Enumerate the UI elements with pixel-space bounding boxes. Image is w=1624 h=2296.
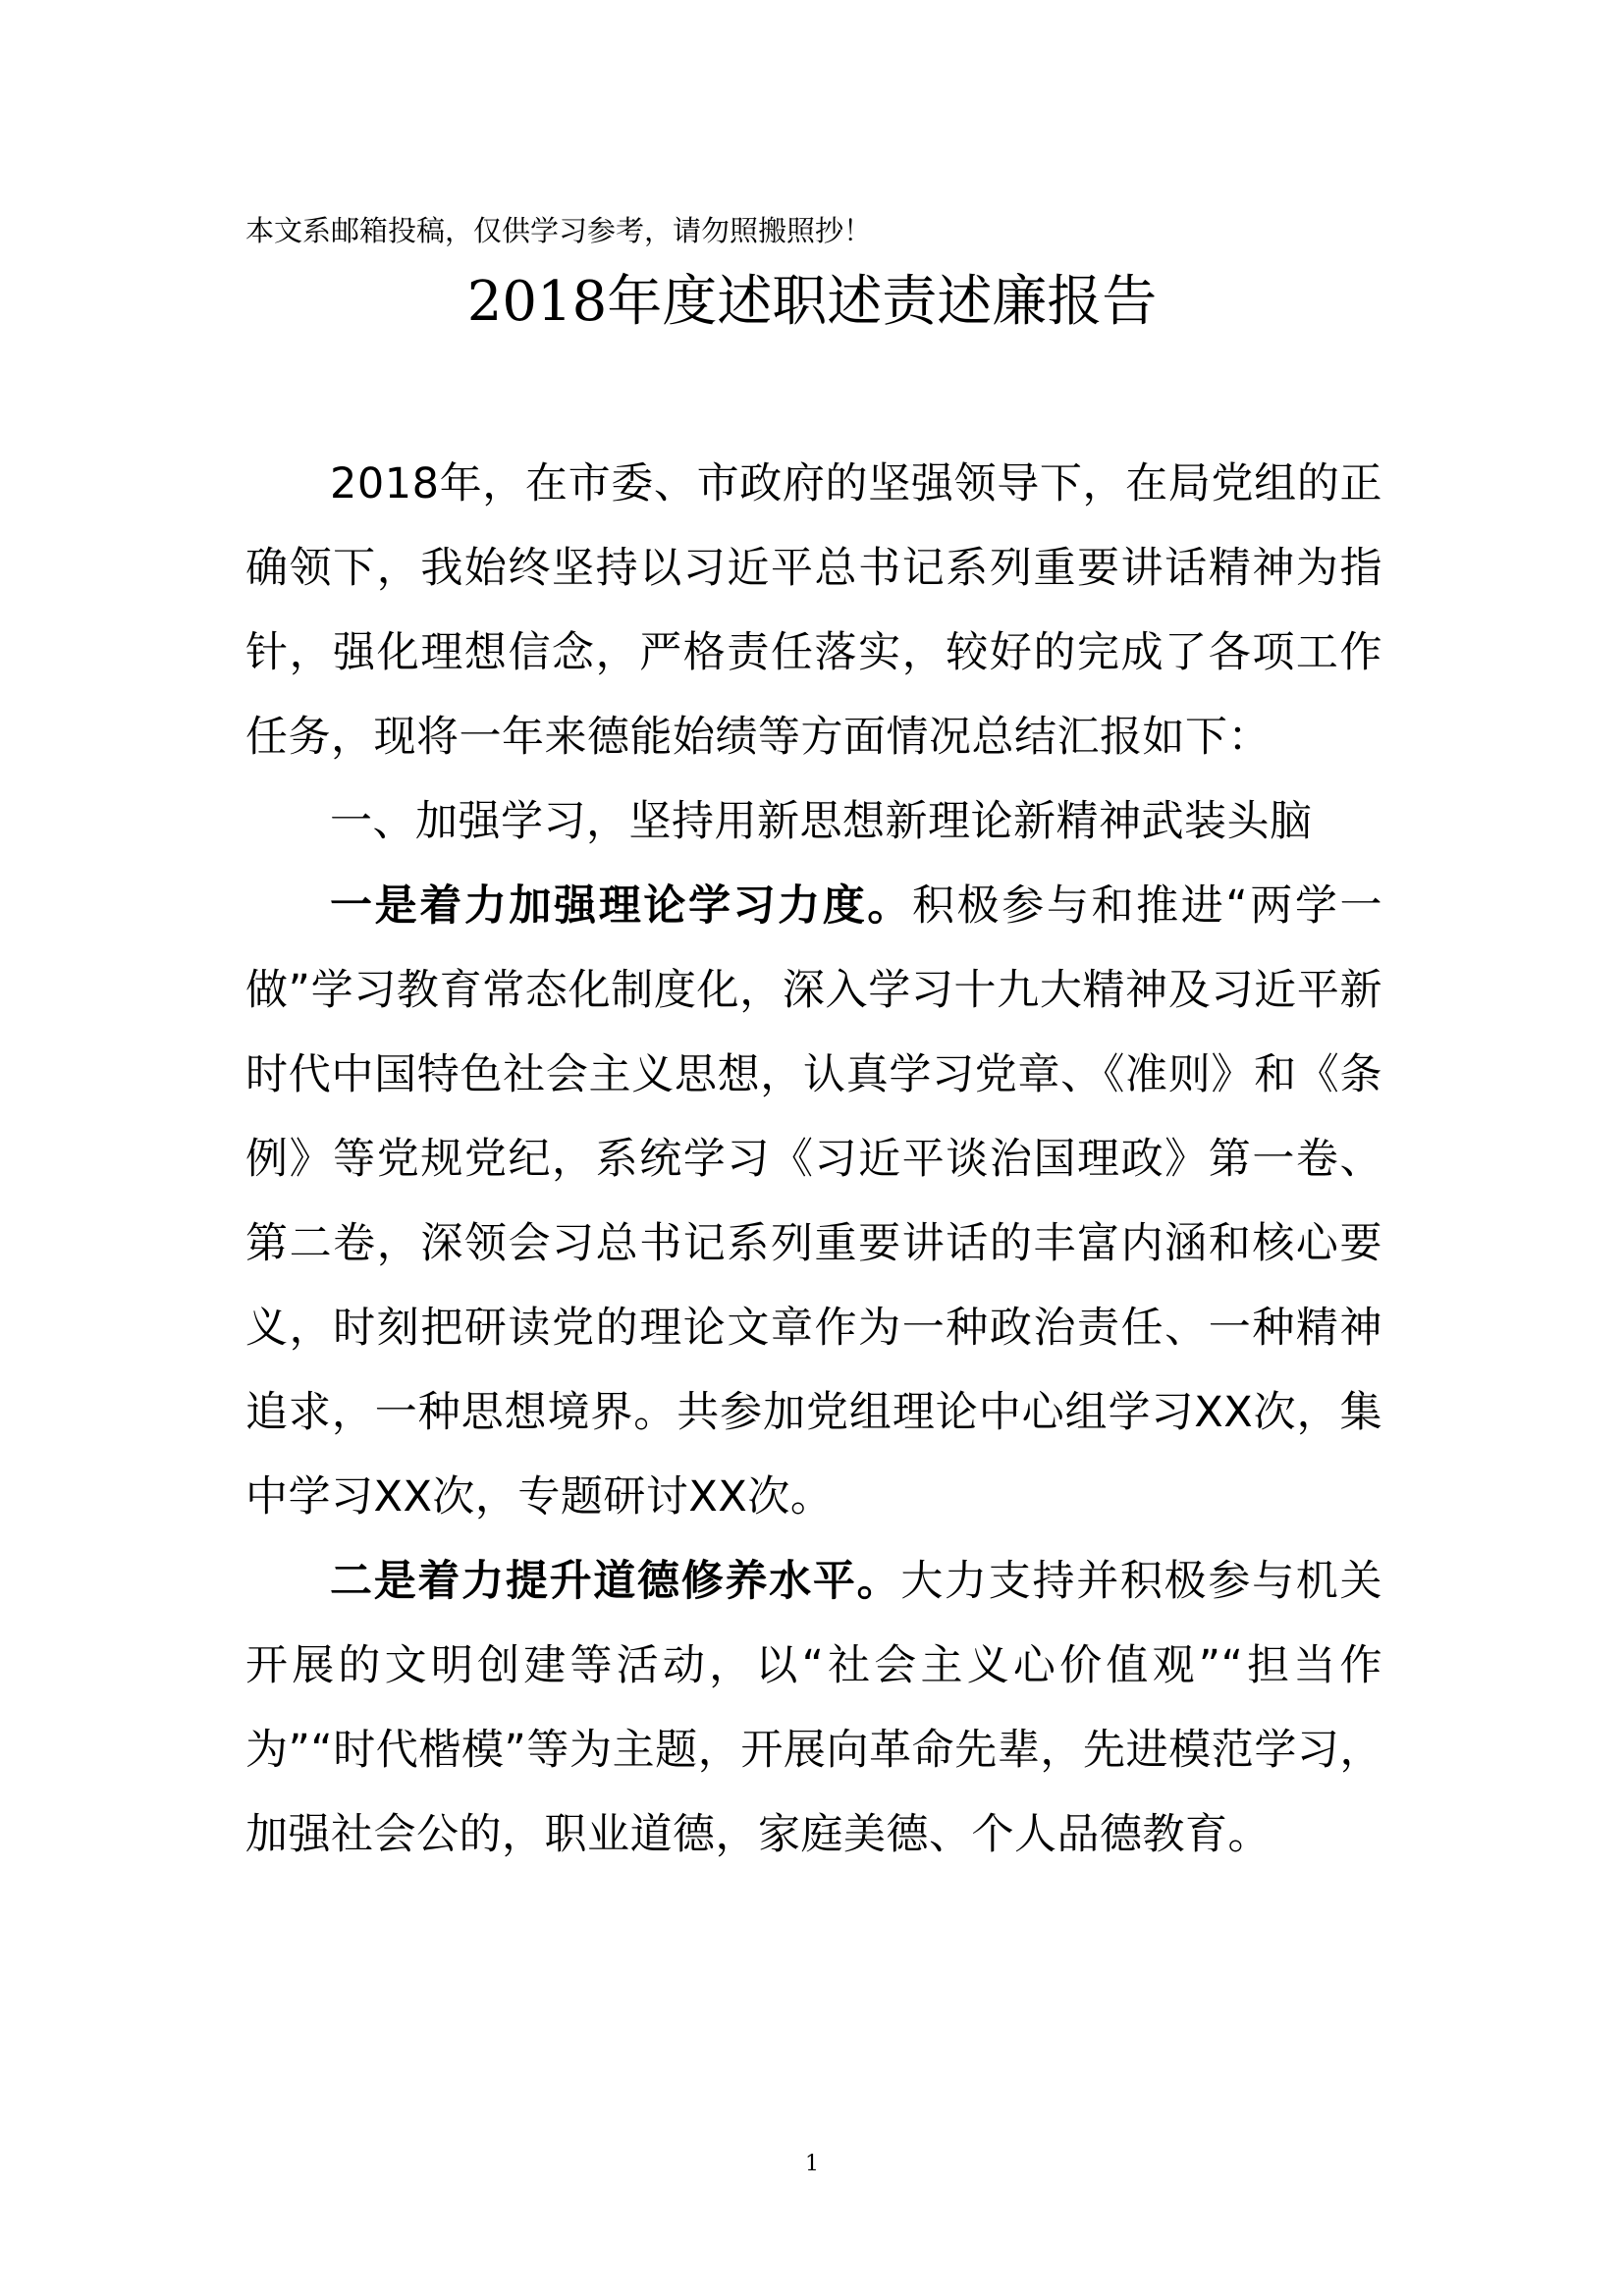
paragraph-lead: 一是着力加强理论学习力度。 — [330, 881, 913, 931]
section-heading-1 — [245, 779, 1382, 864]
paragraph-moral-cultivation — [245, 1539, 1382, 1877]
paragraph-text: 大力支持并积极参与机关开展的文明创建等活动，以“社会主义心价值观”“担当作为”“时代楷模”等为主题，开展向革命先辈，先进模范学习，加强社会公的，职业道德，家庭美德、个人品德教育。 — [245, 1557, 1383, 1859]
report-title: 2018年度述职述责述廉报告 — [466, 270, 1158, 334]
intro-paragraph — [245, 442, 1382, 779]
paragraph-theory-study — [245, 864, 1382, 1539]
paragraph-text: 积极参与和推进“两学一做”学习教育常态化制度化，深入学习十九大精神及习近平新时代中国特色社会主义思想，认真学习党章、《准则》和《条例》等党规党纪，系统学习《习近平谈治国理政》第一卷、第二卷，深领会习总书记系列重要讲话的丰富内涵和核心要义，时刻把研读党的理论文章作为一种政治责任、一种精神追求，一种思想境界。共参加党组理论中心组学习XX次，集中学习XX次，专题研讨XX次。 — [245, 881, 1383, 1522]
paragraph-lead: 二是着力提升道德修养水平。 — [330, 1557, 901, 1606]
paragraph-text: 一、加强学习，坚持用新思想新理论新精神武装头脑 — [330, 797, 1313, 846]
page-number: 1 — [805, 2152, 819, 2176]
paragraph-text: 2018年，在市委、市政府的坚强领导下，在局党组的正确领下，我始终坚持以习近平总书记系列重要讲话精神为指针，强化理想信念，严格责任落实，较好的完成了各项工作任务，现将一年来德能始绩等方面情况总结汇报如下： — [245, 459, 1382, 762]
submission-notice: 本文系邮箱投稿，仅供学习参考，请勿照搬照抄！ — [245, 214, 873, 247]
report-body — [245, 442, 1382, 1877]
